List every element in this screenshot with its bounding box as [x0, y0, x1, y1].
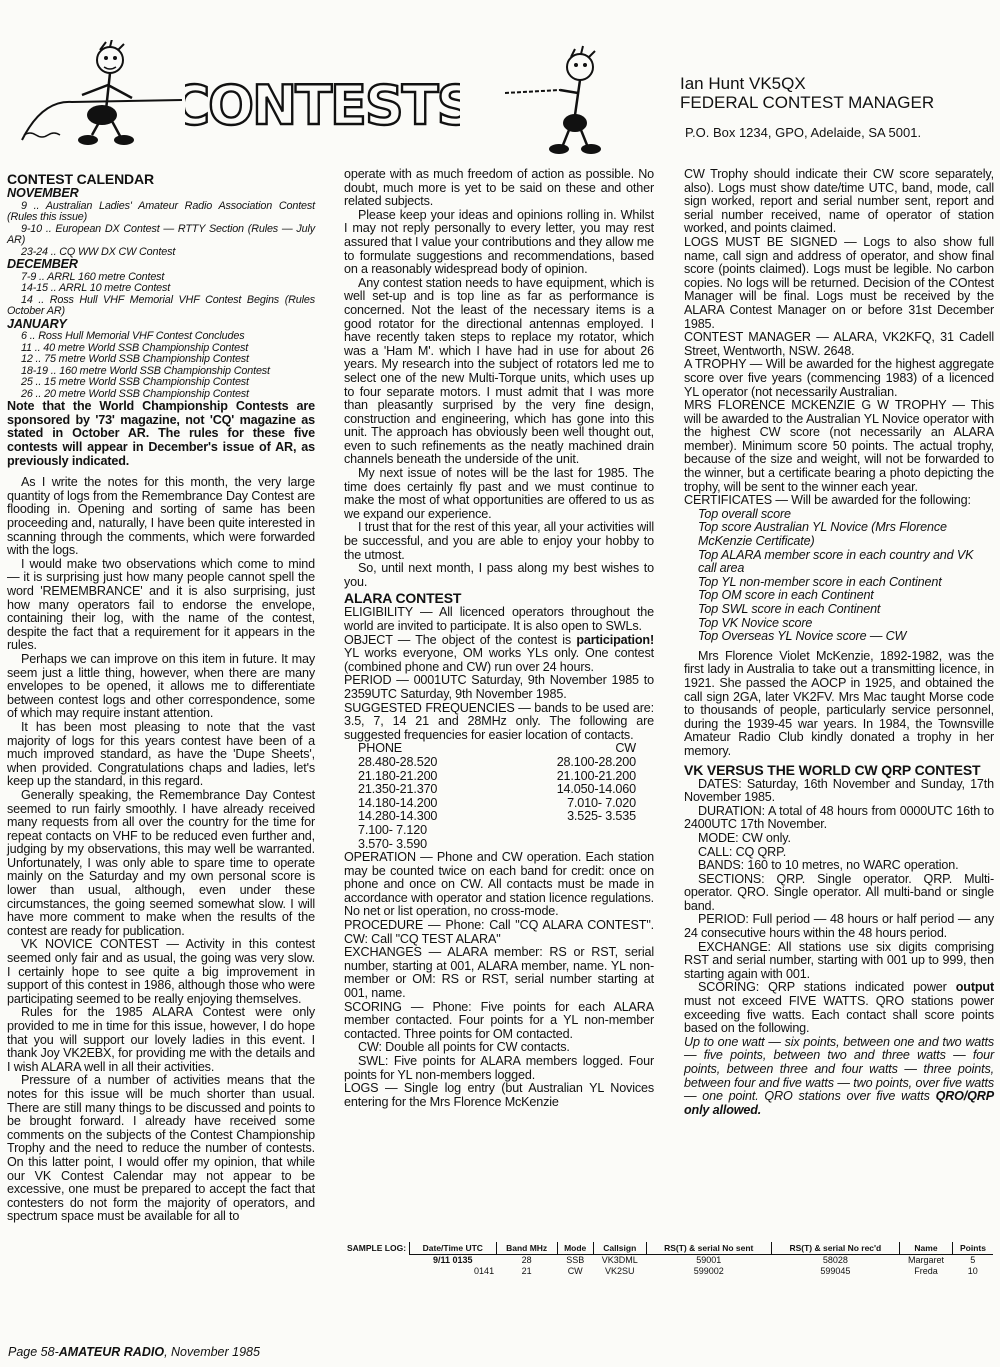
alara-logs: LOGS — Single log entry (but Australian YL Novices entering for the Mrs Florence McKenzie [344, 1081, 654, 1109]
col-header: Date/Time UTC [410, 1242, 497, 1255]
calendar-item: 23-24 .. CQ WW DX CW Contest [21, 245, 176, 258]
table-cell: Margaret [907, 1255, 944, 1265]
calendar-item: 7-9 .. ARRL 160 metre Contest [21, 270, 165, 283]
contest-manager: CONTEST MANAGER — ALARA, VK2KFQ, 31 Cadell Street, Wentworth, NSW. 2648. [684, 330, 994, 358]
col-header: Callsign [593, 1242, 646, 1255]
calendar-item: 14 .. Ross Hull VHF Memorial VHF Contest Begins (Rules October AR) [7, 293, 315, 318]
certificate-item: Top ALARA member score in each country and VK call area [698, 547, 974, 576]
points-text: Up to one watt — six points, between one and two watts — five points, between two and three watts — four points, between three and four watts — three points, between four and five watts — two points, over five watts — one point. QRO stations over five watts [684, 1034, 994, 1104]
body-paragraph: As I write the notes for this month, the very large quantity of logs from the Remembrance Day Contest are flooding in. Opening and sorting of same has been proceeding and, naturally, I have been quite interested in scanning through the comments, which were forwarded with the logs. [7, 475, 315, 558]
points-bold: QRO/QRP only allowed. [684, 1089, 994, 1117]
month-january: JANUARY [7, 316, 67, 331]
freq-phone: 7.100- 7.120 [358, 822, 427, 837]
table-cell: VK3DML [601, 1255, 638, 1265]
table-cell: Freda [914, 1266, 938, 1276]
body-paragraph: Please keep your ideas and opinions rolling in. Whilst I may not reply personally to every letter, you may rest assured that I value your contributions and they allow me to formulate suggestions and recommendations, based on a reasonably widespread body of opinion. [344, 207, 654, 277]
calendar-item: 25 .. 15 metre World SSB Championship Contest [21, 376, 249, 389]
freq-phone: 21.350-21.370 [358, 782, 438, 797]
alara-eligibility: ELIGIBILITY — All licenced operators throughout the world are invited to participate. It is also open to SWLs. [344, 605, 654, 633]
contest-cartoon-right [505, 45, 615, 160]
mckenzie-bio: Mrs Florence Violet McKenzie, 1892-1982, was the first lady in Australia to take out a transmitting licence, in 1921. She passed the AOCP in 1925, and obtained the call sign 2GA, later VK2FV. Mrs Mac taught Morse code to thousands of people, particularly service personnel, during the 1939-45 war years. In 1984, the Townsville Amateur Radio Club kindly donated a trophy in her memory. [684, 648, 994, 758]
table-cell: 21 [521, 1266, 532, 1276]
table-cell: 599002 [693, 1266, 724, 1276]
qrp-scoring [684, 981, 994, 1035]
body-paragraph: I would make two observations which come to mind — it is surprising just how many people cannot spell the word 'REMEMBRANCE' and it is also surprising, just how many operators fail to endorse the envelope, containing their log, with the name of the contest, despite the fact that a requirement for it appears in the rules. [7, 556, 315, 653]
table-cell: 9/11 0135 [433, 1255, 473, 1265]
body-paragraph: I trust that for the rest of this year, all your activities will be successful, and you are able to enjoy your hobby to the utmost. [344, 520, 654, 562]
alara-exchanges: EXCHANGES — ALARA member: RS or RST, serial number, starting at 001, ALARA member, name. YL non-member or OM: RS or RST, serial number starting at 001, name. [344, 945, 654, 1001]
qrp-exchange: EXCHANGE: All stations use six digits comprising RST and serial number, starting with 001 up to 999, then starting again with 001. [684, 939, 994, 981]
object-text: OBJECT — The object of the contest is [344, 632, 577, 647]
alara-procedure: PROCEDURE — Phone: Call "CQ ALARA CONTEST". CW: Call "CQ TEST ALARA" [344, 918, 654, 946]
scoring-text-2: must not exceed FIVE WATTS. QRO stations power exceeding five watts. Each contact shall score points based on the following. [684, 994, 994, 1036]
col-header: Points [953, 1242, 993, 1255]
page-footer [8, 1345, 260, 1359]
table-cell: 0141 [474, 1266, 495, 1276]
alara-frequencies: SUGGESTED FREQUENCIES — bands to be used are: 3.5, 7, 14 21 and 28MHz only. The following are suggested frequencies for easier location of contacts. [344, 700, 654, 742]
freq-cw: 3.525- 3.535 [567, 809, 636, 824]
manager-title: FEDERAL CONTEST MANAGER [680, 93, 935, 112]
certificate-list [684, 508, 994, 644]
qrp-bands: BANDS: 160 to 10 metres, no WARC operation. [698, 858, 959, 873]
alara-scoring: SCORING — Phone: Five points for each ALARA member contacted. Four points for a YL non-member contacted. Three points for OM contacted. [344, 999, 654, 1041]
certificate-item: Top overall score [698, 506, 791, 521]
table-cell: 28 [521, 1255, 532, 1265]
calendar-item: 9-10 .. European DX Contest — RTTY Section (Rules — July AR) [7, 222, 315, 247]
column-1 [7, 170, 315, 1224]
col-header: Band MHz [496, 1242, 557, 1255]
column-2 [344, 168, 654, 1109]
object-bold: participation! [576, 632, 654, 647]
contest-cartoon-left [2, 40, 187, 158]
phone-label: PHONE [358, 741, 403, 756]
sample-log-label: SAMPLE LOG: [347, 1243, 407, 1254]
certificate-item: Top SWL score in each Continent [698, 602, 881, 616]
freq-cw: 7.010- 7.020 [567, 795, 636, 810]
calendar-title: CONTEST CALENDAR [7, 171, 154, 187]
frequency-table [344, 742, 654, 851]
col-header: RS(T) & serial No rec'd [771, 1242, 899, 1255]
alara-swl: SWL: Five points for ALARA members logged. Four points for YL non-members logged. [344, 1054, 654, 1082]
alara-title: ALARA CONTEST [344, 590, 462, 607]
calendar-item: 11 .. 40 metre World SSB Championship Contest [21, 341, 249, 354]
calendar-item: 14-15 .. ARRL 10 metre Contest [21, 282, 171, 295]
freq-cw: 28.100-28.200 [556, 754, 636, 769]
table-cell: 5 [970, 1255, 976, 1265]
body-paragraph: Rules for the 1985 ALARA Contest were only provided to me in time for this issue, however, I do hope that you will support our lovely ladies in this event. I thank Joy VK2EBX, for providing me with the details and I wish ALARA well in all their activities. [7, 1005, 315, 1074]
freq-cw [506, 838, 654, 852]
qrp-duration: DURATION: A total of 48 hours from 0000UTC 16th to 2400UTC 17th November. [684, 803, 994, 832]
body-paragraph: My next issue of notes will be the last for 1985. The time does certainly fly past and we must continue to make the most of what opportunities are offered to us as we expand our experience. [344, 466, 654, 521]
body-paragraph: CW Trophy should indicate their CW score separately, also). Logs must show date/time UTC, band, mode, call sign worked, report and serial number sent, report and serial number received, name of operator of station worked, and points claimed. [684, 167, 994, 236]
table-cell: 599045 [820, 1266, 851, 1276]
alara-operation: OPERATION — Phone and CW operation. Each station may be counted twice on each band for credit: once on phone and once on CW. All contacts must be made in accordance with operator and station licence regulations. No net or list operation, no cross-mode. [344, 850, 654, 919]
certificate-item: Top YL non-member score in each Continent [698, 574, 942, 589]
qrp-points [684, 1036, 994, 1118]
calendar-item: 9 .. Australian Ladies' Amateur Radio Association Contest (Rules this issue) [7, 199, 315, 224]
certificates: CERTIFICATES — Will be awarded for the following: [684, 493, 971, 508]
table-cell: 10 [967, 1266, 978, 1276]
month-december: DECEMBER [7, 257, 78, 272]
mckenzie-trophy: MRS FLORENCE MCKENZIE G W TROPHY — This will be awarded to the Australian YL Novice operator with the highest CW score (not necessarily an ALARA member). Minimum score 50 points. The actual trophy, because of the size and weight, will not be forwarded to the winner, but a certificate bearing a photo depicting the trophy, will be sent to the winner each year. [684, 398, 994, 494]
footer-magazine: AMATEUR RADIO [58, 1345, 165, 1359]
table-cell: 59001 [696, 1255, 722, 1265]
freq-phone: 14.280-14.300 [358, 809, 438, 824]
qrp-period: PERIOD: Full period — 48 hours or half period — any 24 consecutive hours within the 48 hours period. [684, 912, 994, 941]
certificate-item: Top OM score in each Continent [698, 588, 874, 603]
logs-signed: LOGS MUST BE SIGNED — Logs to also show full name, call sign and address of operator, and show final score (points claimed). Logs must be legible. No carbon copies. No logs will be returned. Decision of the COntest Manager will be final. Logs must be received by the ALARA Contest Manager on or before 31st December 1985. [684, 234, 994, 331]
calendar-item: 26 .. 20 metre World SSB Championship Contest [21, 387, 249, 400]
qrp-call: CALL: CQ QRP. [698, 844, 787, 859]
body-paragraph: Perhaps we can improve on this item in future. It may seem just a little thing, however, when there are many envelopes to be opened, it allows me to differentiate between contest logs and other correspondence, some of which may require instant attention. [7, 651, 315, 721]
footer-page: Page 58- [8, 1345, 59, 1359]
freq-cw: 14.050-14.060 [556, 782, 636, 797]
cw-label: CW [615, 741, 636, 756]
alara-cw-double: CW: Double all points for CW contacts. [358, 1040, 570, 1055]
scoring-text: SCORING: QRP stations indicated power [698, 980, 956, 995]
contests-banner [185, 68, 460, 145]
footer-date: , November 1985 [164, 1345, 260, 1359]
freq-cw: 21.100-21.200 [556, 768, 636, 783]
alara-period: PERIOD — 0001UTC Saturday, 9th November 1985 to 2359UTC Saturday, 9th November 1985. [344, 673, 654, 701]
table-cell: CW [567, 1266, 583, 1276]
col-header: Mode [557, 1242, 593, 1255]
qrp-dates: DATES: Saturday, 16th November and Sunday, 17th November 1985. [684, 776, 994, 805]
certificate-item: Top VK Novice score [698, 615, 813, 630]
month-november: NOVEMBER [7, 186, 79, 200]
qrp-sections: SECTIONS: QRP. Single operator. QRP. Multi-operator. QRO. Single operator. All multi-band or single band. [684, 871, 994, 913]
calendar-item: 6 .. Ross Hull Memorial VHF Contest Concludes [21, 330, 245, 343]
qrp-title: VK VERSUS THE WORLD CW QRP CONTEST [684, 761, 981, 778]
freq-cw [506, 824, 654, 838]
certificate-item: Top Overseas YL Novice score — CW [698, 629, 907, 644]
calendar-item: 12 .. 75 metre World SSB Championship Contest [21, 353, 249, 366]
table-cell: VK2SU [604, 1266, 635, 1276]
table-cell: SSB [566, 1255, 585, 1265]
table-row [345, 1266, 993, 1277]
contests-banner-text: CONTESTS [185, 74, 460, 137]
qrp-mode: MODE: CW only. [698, 830, 791, 845]
freq-phone: 28.480-28.520 [358, 754, 438, 769]
sample-log-table [345, 1242, 993, 1277]
body-paragraph: Generally speaking, the Remembrance Day Contest seemed to run fairly smoothly. I have already received many requests from all over the country for the time for repeat contacts on VHF to be reduced even further and, judging by my observations, this may well be warranted. Unfortunately, I was only able to spare time to operate mainly on the Saturday and my own personal score is lower than usual, although, even under these circumstances, the going seemed somewhat slow. I will have more comment to make when the results of the contest are ready for publication. [7, 787, 315, 938]
calendar-item: 18-19 .. 160 metre World SSB Championship Contest [21, 364, 270, 377]
table-row [345, 1255, 993, 1267]
body-paragraph: operate with as much freedom of action as possible. No doubt, much more is yet to be said on these and other related subjects. [344, 167, 654, 209]
body-paragraph: So, until next month, I pass along my best wishes to you. [344, 561, 654, 589]
col-header: Name [899, 1242, 952, 1255]
freq-phone: 14.180-14.200 [358, 795, 438, 810]
body-paragraph: Any contest station needs to have equipment, which is well set-up and is top line as far as performance is concerned. Not the least of the necessary items is a good rotator for the directional antennas employed. I have recently taken steps to replace my rotator, which was a 'Ham M'. which I have had in use for about 26 years. My research into the subject of rotators led me to select one of the new Multi-Torque units, which uses up to four separate motors. I must admit that I was more than pleasantly surprised by the very fine design, construction and engineering, which has gone into this unit. The approach has obviously been well thought out, even to such refinements as the neatly machined drain channels beneath the underside of the unit. [344, 275, 654, 467]
manager-name: Ian Hunt VK5QX [680, 74, 806, 93]
freq-phone: 21.180-21.200 [358, 768, 438, 783]
scoring-bold: output [955, 980, 994, 995]
body-paragraph: It has been most pleasing to note that the vast majority of logs for this years contest have been of a much improved standard, as have the 'Dupe Sheets', when provided. Congratulations chaps and ladies, let's keep up the standard, in this regard. [7, 719, 315, 789]
freq-phone: 3.570- 3.590 [358, 836, 427, 851]
a-trophy: A TROPHY — Will be awarded for the highest aggregate score over five years (commencing 1983) of a licenced YL operator (not necessarily Australian. [684, 357, 994, 399]
table-cell: 58028 [822, 1255, 848, 1265]
certificate-item: Top score Australian YL Novice (Mrs Florence McKenzie Certificate) [698, 520, 947, 549]
body-paragraph: VK NOVICE CONTEST — Activity in this contest seemed only fair and as usual, the going was very slow. I certainly hope to see quite a big improvement in support of this contest in 1986, although those who were participating seemed to be really enjoying themselves. [7, 937, 315, 1006]
calendar-note: Note that the World Championship Contests are sponsored by '73' magazine, not 'CQ' magazine as stated in October AR. The rules for these five contests will appear in December's issue of AR, as previously indicated. [7, 399, 315, 468]
object-text-2: YL works everyone, OM works YLs only. One contest (combined phone and CW) run over 24 hours. [344, 646, 654, 674]
manager-address: P.O. Box 1234, GPO, Adelaide, SA 5001. [685, 125, 922, 140]
contest-manager-block [680, 74, 934, 112]
alara-object [344, 634, 654, 675]
body-paragraph: Pressure of a number of activities means that the notes for this issue will be much shorter than usual. There are still many things to be discussed and points to be brought forward. I already have received some comments on the subjects of the Contest Championship Trophy and the need to reduce the number of contests. On this latter point, I would offer my opinion, that while our VK Contest Calendar may not appear to be excessive, one must be prepared to accept the fact that contesters do not form the majority of operators, and spectrum space must be available for all to [7, 1073, 315, 1224]
col-header: RS(T) & serial No sent [646, 1242, 771, 1255]
column-3 [684, 168, 994, 1117]
